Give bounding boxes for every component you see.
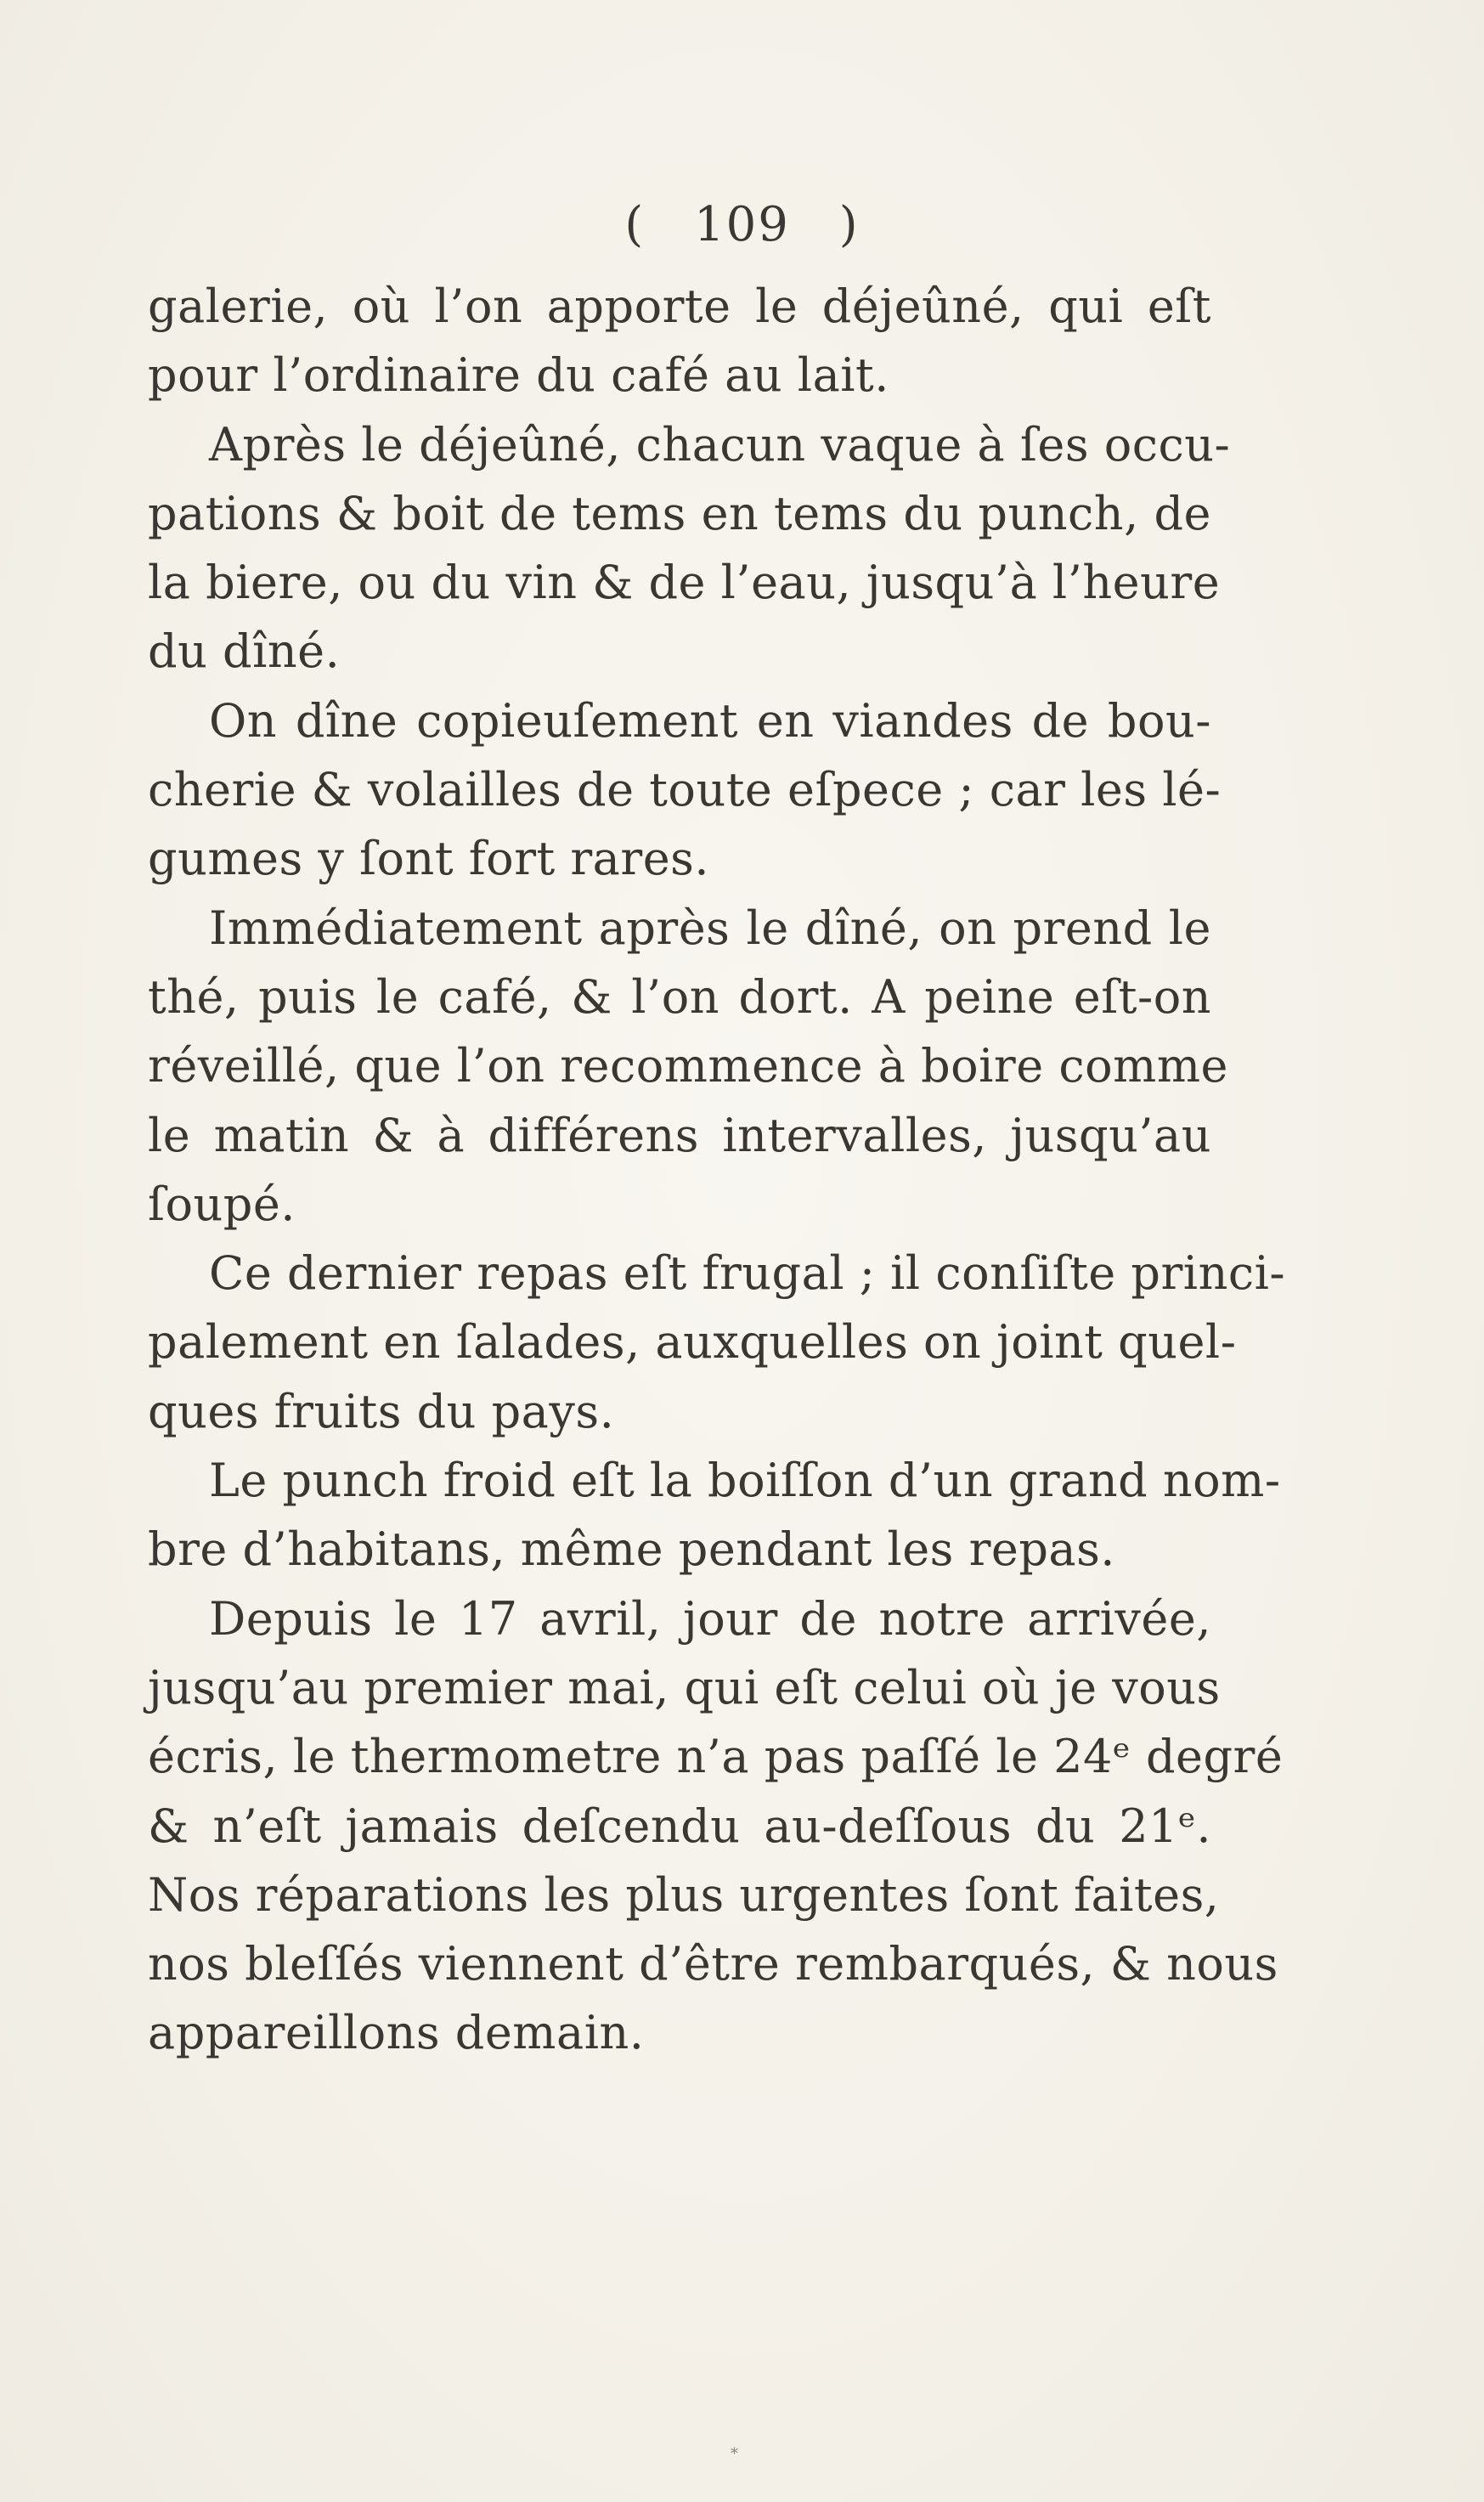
text-line: écris, le thermometre n’a pas paſſé le 24ᵉ degré	[148, 1730, 1284, 1784]
text-line: palement en ſalades, auxquelles on joint quel-	[148, 1315, 1237, 1370]
text-line: pations & boit de tems en tems du punch, de	[148, 486, 1211, 540]
text-line: réveillé, que l’on recommence à boire comme	[148, 1039, 1228, 1093]
text-line: galerie, où l’on apporte le déjeûné, qui eſt	[148, 280, 1211, 333]
footer-mark: *	[731, 2445, 738, 2463]
text-line: On dîne copieuſement en viandes de bou-	[209, 693, 1211, 748]
text-line: pour l’ordinaire du café au lait.	[148, 348, 889, 403]
text-line: Le punch froid eſt la boiſſon d’un grand nom-	[209, 1454, 1281, 1508]
text-line: le matin & à différens intervalles, jusqu’au	[148, 1108, 1211, 1162]
text-line: ſoupé.	[148, 1177, 296, 1231]
text-line: gumes y ſont fort rares.	[148, 832, 710, 886]
text-line: Ce dernier repas eſt frugal ; il conſiſte princi-	[209, 1246, 1286, 1301]
text-line: ques fruits du pays.	[148, 1384, 615, 1438]
text-line: nos bleſſés viennent d’être rembarqués, & nous	[148, 1937, 1278, 1991]
text-line: Depuis le 17 avril, jour de notre arrivée,	[209, 1591, 1211, 1646]
text-line: thé, puis le café, & l’on dort. A peine eſt-on	[148, 969, 1211, 1024]
text-line: la biere, ou du vin & de l’eau, jusqu’à l’heure	[148, 556, 1221, 610]
text-line: Après le déjeûné, chacun vaque à ſes occu-	[209, 417, 1231, 472]
body-text	[148, 272, 1286, 2068]
text-line: Nos réparations les plus urgentes ſont faites,	[148, 1867, 1220, 1922]
text-line: du dîné.	[148, 624, 341, 679]
text-line: bre d’habitans, même pendant les repas.	[148, 1522, 1115, 1577]
text-line: Immédiatement après le dîné, on prend le	[209, 901, 1211, 955]
text-line: appareillons demain.	[148, 2006, 645, 2060]
page-header	[0, 197, 1484, 252]
text-line: & n’eſt jamais deſcendu au-deſſous du 21ᵉ.	[148, 1799, 1211, 1853]
page-number: 109	[694, 197, 790, 252]
header-close-paren: )	[838, 197, 860, 252]
header-open-paren: (	[624, 197, 646, 252]
text-line: jusqu’au premier mai, qui eſt celui où je vous	[148, 1660, 1221, 1714]
text-line: cherie & volailles de toute eſpece ; car les lé-	[148, 763, 1222, 817]
